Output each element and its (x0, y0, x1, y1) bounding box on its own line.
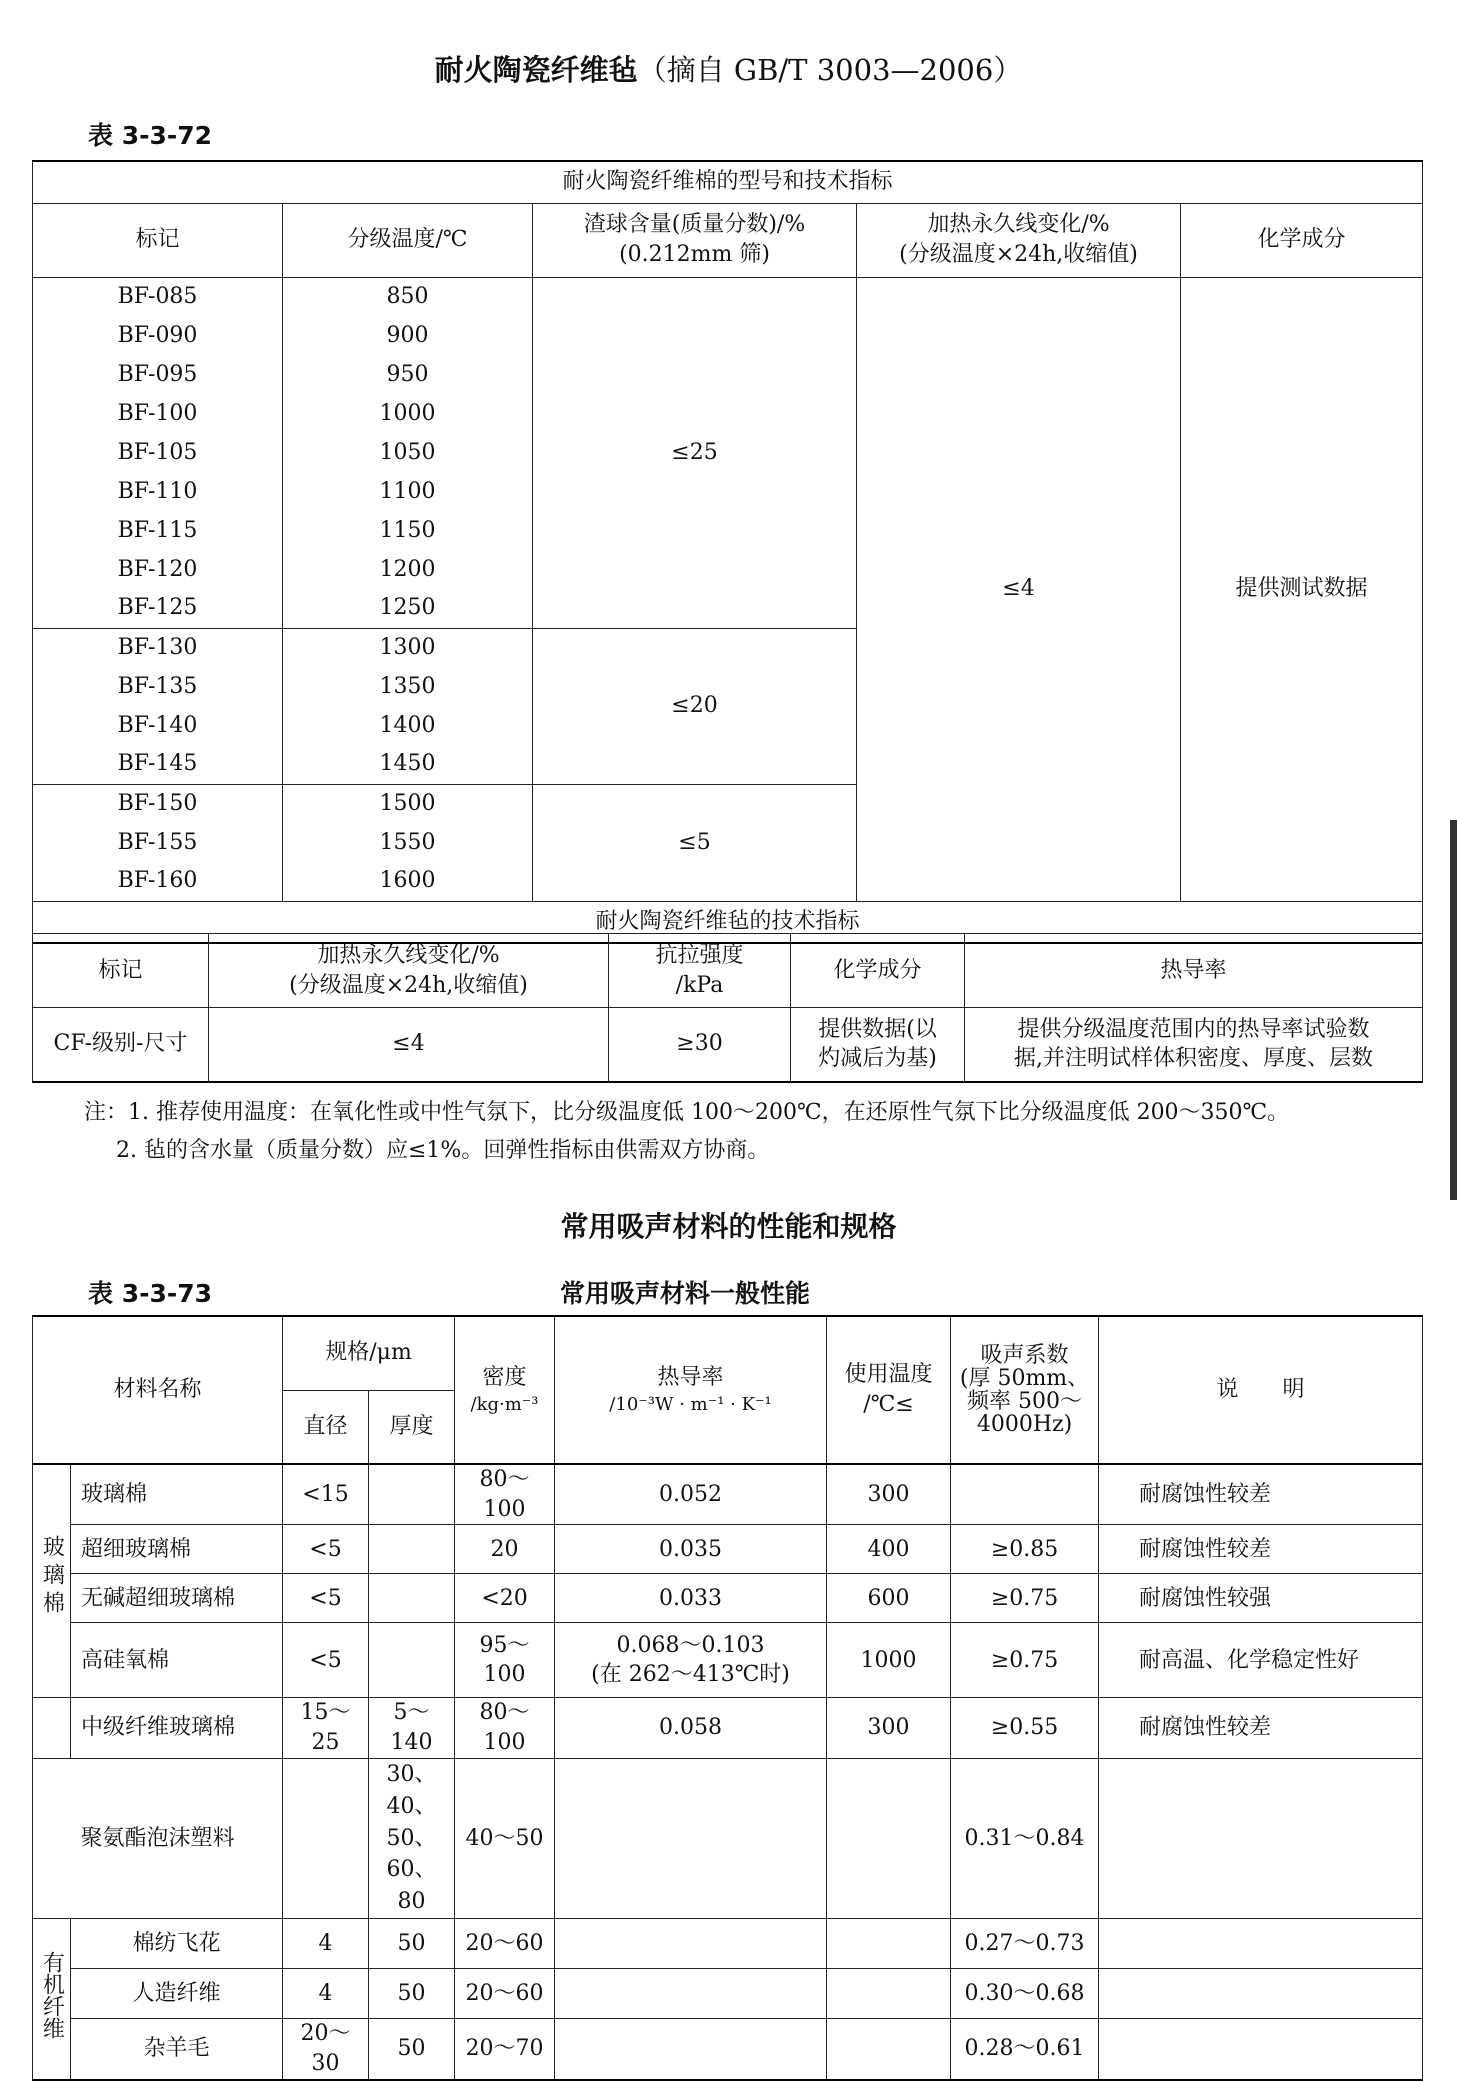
cell-thickness-line1: 30、40、 (386, 1761, 437, 1819)
cell-thermal (555, 1758, 827, 1918)
cell-temp: 400 (827, 1525, 951, 1574)
cell-temp: 1000 (827, 1623, 951, 1698)
felt-header-thermal: 热导率 (965, 934, 1423, 1008)
col-header-absorb-line3: 频率 500～ (967, 1389, 1083, 1414)
felt-cell-shrink: ≤4 (209, 1008, 609, 1082)
cell-temp: 300 (827, 1698, 951, 1758)
cell-temp: 1250 (283, 589, 533, 628)
cell-density: 80～100 (455, 1698, 555, 1758)
cell-temp: 600 (827, 1574, 951, 1623)
cell-slag-group-1: ≤25 (533, 277, 857, 628)
cell-slag-group-2: ≤20 (533, 628, 857, 784)
group-label-organic-text: 有机纤维 (39, 1950, 65, 2039)
col-header-material: 材料名称 (33, 1316, 283, 1464)
cell-temp: 1450 (283, 745, 533, 784)
cell-temp: 900 (283, 316, 533, 355)
table1-label: 表 3-3-72 (88, 121, 213, 150)
cell-diameter: <5 (283, 1574, 369, 1623)
cell-note: 耐腐蚀性较差 (1099, 1464, 1423, 1525)
col-header-slag-line1: 渣球含量(质量分数)/% (583, 212, 806, 238)
cell-density: <20 (455, 1574, 555, 1623)
cell-note (1099, 1969, 1423, 2019)
cell-thickness-line3: 80 (397, 1889, 426, 1915)
cell-temp: 950 (283, 355, 533, 394)
cell-mark: BF-140 (33, 706, 283, 745)
col-header-density (455, 1316, 555, 1464)
cell-density: 20 (455, 1525, 555, 1574)
felt-cell-thermal (965, 1008, 1423, 1082)
page-title-source: （摘自 GB/T 3003—2006） (637, 53, 1023, 87)
cell-density: 20～70 (455, 2019, 555, 2080)
cell-material-name: 聚氨酯泡沫塑料 (33, 1758, 283, 1918)
felt-header-mark: 标记 (33, 934, 209, 1008)
cell-note: 耐腐蚀性较强 (1099, 1574, 1423, 1623)
table-refractory-fiber (32, 160, 1423, 944)
col-header-thermal-line1: 热导率 (657, 1365, 724, 1390)
cell-absorb (951, 1464, 1099, 1525)
cell-note (1099, 2019, 1423, 2080)
col-header-density-line1: 密度 (482, 1365, 527, 1390)
cell-absorb: ≥0.75 (951, 1574, 1099, 1623)
cell-thickness: 50 (369, 1969, 455, 2019)
cell-note: 耐腐蚀性较差 (1099, 1698, 1423, 1758)
felt-cell-tensile: ≥30 (609, 1008, 791, 1082)
cell-thermal-line1: 0.068～0.103 (616, 1632, 765, 1658)
cell-absorb: ≥0.75 (951, 1623, 1099, 1698)
note-2: 2. 毡的含水量（质量分数）应≤1%。回弹性指标由供需双方协商。 (116, 1138, 770, 1163)
cell-thickness (369, 1758, 455, 1918)
cell-mark: BF-150 (33, 784, 283, 823)
cell-material-name: 杂羊毛 (71, 2019, 283, 2080)
col-header-mark: 标记 (33, 203, 283, 277)
cell-diameter: 4 (283, 1919, 369, 1969)
cell-absorb: ≥0.55 (951, 1698, 1099, 1758)
cell-material-name: 人造纤维 (71, 1969, 283, 2019)
cell-temp: 1050 (283, 433, 533, 472)
cell-temp: 1300 (283, 628, 533, 667)
cell-absorb: 0.31～0.84 (951, 1758, 1099, 1918)
cell-diameter: <5 (283, 1525, 369, 1574)
col-header-chem: 化学成分 (1181, 203, 1423, 277)
cell-thickness (369, 1464, 455, 1525)
cell-density: 80～100 (455, 1464, 555, 1525)
cell-material-name: 玻璃棉 (71, 1464, 283, 1525)
felt-cell-thermal-line2: 据,并注明试样体积密度、厚度、层数 (1014, 1046, 1373, 1072)
cell-diameter: <5 (283, 1623, 369, 1698)
felt-header-shrink (209, 934, 609, 1008)
cell-temp: 1350 (283, 667, 533, 706)
table-sound-absorbing (32, 1315, 1423, 2081)
cell-diameter: 20～30 (283, 2019, 369, 2080)
cell-temp (827, 2019, 951, 2080)
cell-mark: BF-130 (33, 628, 283, 667)
cell-absorb: 0.27～0.73 (951, 1919, 1099, 1969)
col-header-absorb-line2: (厚 50mm、 (959, 1365, 1090, 1391)
cell-mark: BF-085 (33, 277, 283, 316)
cell-mark: BF-145 (33, 745, 283, 784)
cell-thermal: 0.035 (555, 1525, 827, 1574)
cell-material-name: 中级纤维玻璃棉 (71, 1698, 283, 1758)
col-header-slag (533, 203, 857, 277)
cell-temp: 1550 (283, 823, 533, 862)
section-title-sound-absorbing: 常用吸声材料的性能和规格 (560, 1210, 897, 1243)
cell-shrink-value: ≤4 (857, 277, 1181, 901)
cell-thickness: 50 (369, 2019, 455, 2080)
col-header-grade-temp: 分级温度/℃ (283, 203, 533, 277)
cell-mark: BF-120 (33, 550, 283, 589)
cell-density: 20～60 (455, 1919, 555, 1969)
cell-mark: BF-125 (33, 589, 283, 628)
col-header-thermal (555, 1316, 827, 1464)
cell-thermal (555, 2019, 827, 2080)
cell-note (1099, 1758, 1423, 1918)
felt-cell-chem-line2: 灼减后为基) (818, 1046, 937, 1072)
cell-temp: 1000 (283, 394, 533, 433)
felt-cell-chem (791, 1008, 965, 1082)
felt-cell-chem-line1: 提供数据(以 (818, 1016, 937, 1042)
col-header-slag-line2: (0.212mm 筛) (619, 242, 770, 267)
cell-temp: 1150 (283, 511, 533, 550)
group-label-glass-text: 玻璃棉 (39, 1534, 65, 1619)
table2-label: 表 3-3-73 (88, 1279, 213, 1308)
cell-diameter (283, 1758, 369, 1918)
cell-thermal (555, 1623, 827, 1698)
cell-thickness: 5～140 (369, 1698, 455, 1758)
cell-thermal (555, 1969, 827, 2019)
cell-diameter: <15 (283, 1464, 369, 1525)
cell-note: 耐腐蚀性较差 (1099, 1525, 1423, 1574)
table-fiber-felt (32, 933, 1423, 1083)
cell-thermal: 0.058 (555, 1698, 827, 1758)
col-header-temp (827, 1316, 951, 1464)
cell-temp: 1500 (283, 784, 533, 823)
cell-mark: BF-135 (33, 667, 283, 706)
page-title (0, 48, 1457, 89)
felt-header-chem: 化学成分 (791, 934, 965, 1008)
cell-thermal-line2: (在 262～413℃时) (591, 1662, 790, 1688)
cell-absorb: ≥0.85 (951, 1525, 1099, 1574)
cell-thermal: 0.052 (555, 1464, 827, 1525)
felt-header-tensile-line1: 抗拉强度 (655, 942, 744, 968)
cell-mark: BF-110 (33, 472, 283, 511)
table-notes (84, 1094, 1289, 1170)
cell-note: 耐高温、化学稳定性好 (1099, 1623, 1423, 1698)
note-1: 注：1. 推荐使用温度：在氧化性或中性气氛下，比分级温度低 100～200℃，在还原性气氛下比分级温度低 200～350℃。 (84, 1100, 1290, 1125)
cell-temp: 300 (827, 1464, 951, 1525)
group-spacer (33, 1698, 71, 1758)
cell-density: 20～60 (455, 1969, 555, 2019)
cell-diameter: 15～25 (283, 1698, 369, 1758)
cell-density: 95～100 (455, 1623, 555, 1698)
cell-temp (827, 1758, 951, 1918)
felt-header-shrink-line2: (分级温度×24h,收缩值) (289, 972, 528, 998)
group-label-glass (33, 1464, 71, 1698)
group-label-organic (33, 1919, 71, 2080)
cell-temp: 1100 (283, 472, 533, 511)
cell-material-name: 高硅氧棉 (71, 1623, 283, 1698)
cell-absorb: 0.30～0.68 (951, 1969, 1099, 2019)
cell-diameter: 4 (283, 1969, 369, 2019)
felt-header-tensile-line2: /kPa (675, 972, 724, 998)
cell-material-name: 无碱超细玻璃棉 (71, 1574, 283, 1623)
cell-mark: BF-100 (33, 394, 283, 433)
cell-material-name: 棉纺飞花 (71, 1919, 283, 1969)
cell-temp: 1200 (283, 550, 533, 589)
section-header-fiber-wool: 耐火陶瓷纤维棉的型号和技术指标 (33, 161, 1423, 203)
cell-mark: BF-160 (33, 862, 283, 901)
col-header-absorb-line4: 4000Hz) (976, 1412, 1073, 1438)
section-header-fiber-felt: 耐火陶瓷纤维毡的技术指标 (33, 901, 1423, 943)
col-header-density-line2: /kg·m⁻³ (470, 1393, 539, 1415)
col-header-absorb-line1: 吸声系数 (980, 1342, 1069, 1368)
cell-temp: 850 (283, 277, 533, 316)
cell-thickness-line2: 50、60、 (386, 1825, 437, 1883)
cell-mark: BF-105 (33, 433, 283, 472)
col-header-thermal-line2: /10⁻³W · m⁻¹ · K⁻¹ (609, 1393, 772, 1415)
col-header-temp-line1: 使用温度 (844, 1362, 933, 1388)
page-title-main: 耐火陶瓷纤维毡 (434, 53, 638, 87)
col-header-thickness: 厚度 (369, 1390, 455, 1464)
col-header-note: 说 明 (1099, 1316, 1423, 1464)
cell-chem-value: 提供测试数据 (1181, 277, 1423, 901)
cell-absorb: 0.28～0.61 (951, 2019, 1099, 2080)
cell-note (1099, 1919, 1423, 1969)
col-header-shrink-line2: (分级温度×24h,收缩值) (899, 242, 1138, 267)
cell-thermal (555, 1919, 827, 1969)
cell-density: 40～50 (455, 1758, 555, 1918)
col-header-shrink (857, 203, 1181, 277)
felt-header-tensile (609, 934, 791, 1008)
col-header-temp-line2: /℃≤ (863, 1392, 914, 1417)
cell-material-name: 超细玻璃棉 (71, 1525, 283, 1574)
cell-mark: BF-095 (33, 355, 283, 394)
cell-mark: BF-155 (33, 823, 283, 862)
cell-temp (827, 1919, 951, 1969)
cell-temp (827, 1969, 951, 2019)
col-header-diameter: 直径 (283, 1390, 369, 1464)
cell-temp: 1600 (283, 862, 533, 901)
cell-thermal: 0.033 (555, 1574, 827, 1623)
table2-subtitle: 常用吸声材料一般性能 (560, 1279, 811, 1308)
cell-mark: BF-115 (33, 511, 283, 550)
cell-thickness (369, 1623, 455, 1698)
cell-thickness: 50 (369, 1919, 455, 1969)
col-header-shrink-line1: 加热永久线变化/% (927, 212, 1110, 238)
cell-thickness (369, 1574, 455, 1623)
col-header-absorb (951, 1316, 1099, 1464)
col-header-spec: 规格/μm (283, 1316, 455, 1390)
felt-header-shrink-line1: 加热永久线变化/% (317, 942, 500, 968)
cell-slag-group-3: ≤5 (533, 784, 857, 901)
felt-cell-mark: CF-级别-尺寸 (33, 1008, 209, 1082)
cell-thickness (369, 1525, 455, 1574)
cell-temp: 1400 (283, 706, 533, 745)
page-edge-tab (1450, 820, 1457, 1200)
felt-cell-thermal-line1: 提供分级温度范围内的热导率试验数 (1017, 1016, 1370, 1042)
cell-mark: BF-090 (33, 316, 283, 355)
